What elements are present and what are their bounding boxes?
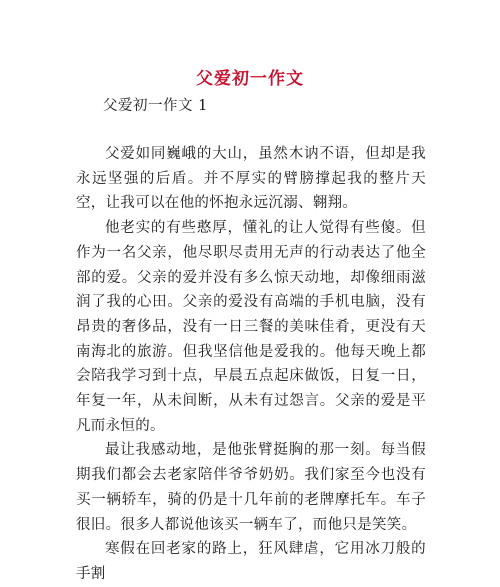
- paragraph: 他老实的有些憨厚，懂礼的让人觉得有些傻。但作为一名父亲，他尽职尽责用无声的行动表达了他全部的爱。父亲的爱并没有多么惊天动地，却像细雨滋润了我的心田。父亲的爱没有高端的手机电脑，没有昂贵的奢侈品，没有一日三餐的美味佳肴，更没有天南海北的旅游。但我坚信他是爱我的。他每天晚上都会陪我学习到十点，早晨五点起床做饭，日复一日，年复一年，从未间断，从未有过怨言。父亲的爱是平凡而永恒的。: [76, 220, 426, 434]
- paragraph: 最让我感动地，是他张臂挺胸的那一刻。每当假期我们都会去老家陪伴爷爷奶奶。我们家至今也没有买一辆轿车，骑的仍是十几年前的老牌摩托车。车子很旧。很多人都说他该买一辆车了，而他只是笑笑。: [76, 442, 426, 533]
- document-body: [76, 142, 426, 587]
- paragraph: 父爱如同巍峨的大山，虽然木讷不语，但却是我永远坚强的后盾。并不厚实的臂膀撑起我的整片天空，让我可以在他的怀抱永远沉溺、翱翔。: [76, 146, 426, 212]
- document-title: 父爱初一作文: [196, 69, 304, 89]
- document-subtitle: 父爱初一作文 1: [103, 98, 208, 114]
- paragraph: 寒假在回老家的路上，狂风肆虐，它用冰刀般的手割: [76, 541, 426, 582]
